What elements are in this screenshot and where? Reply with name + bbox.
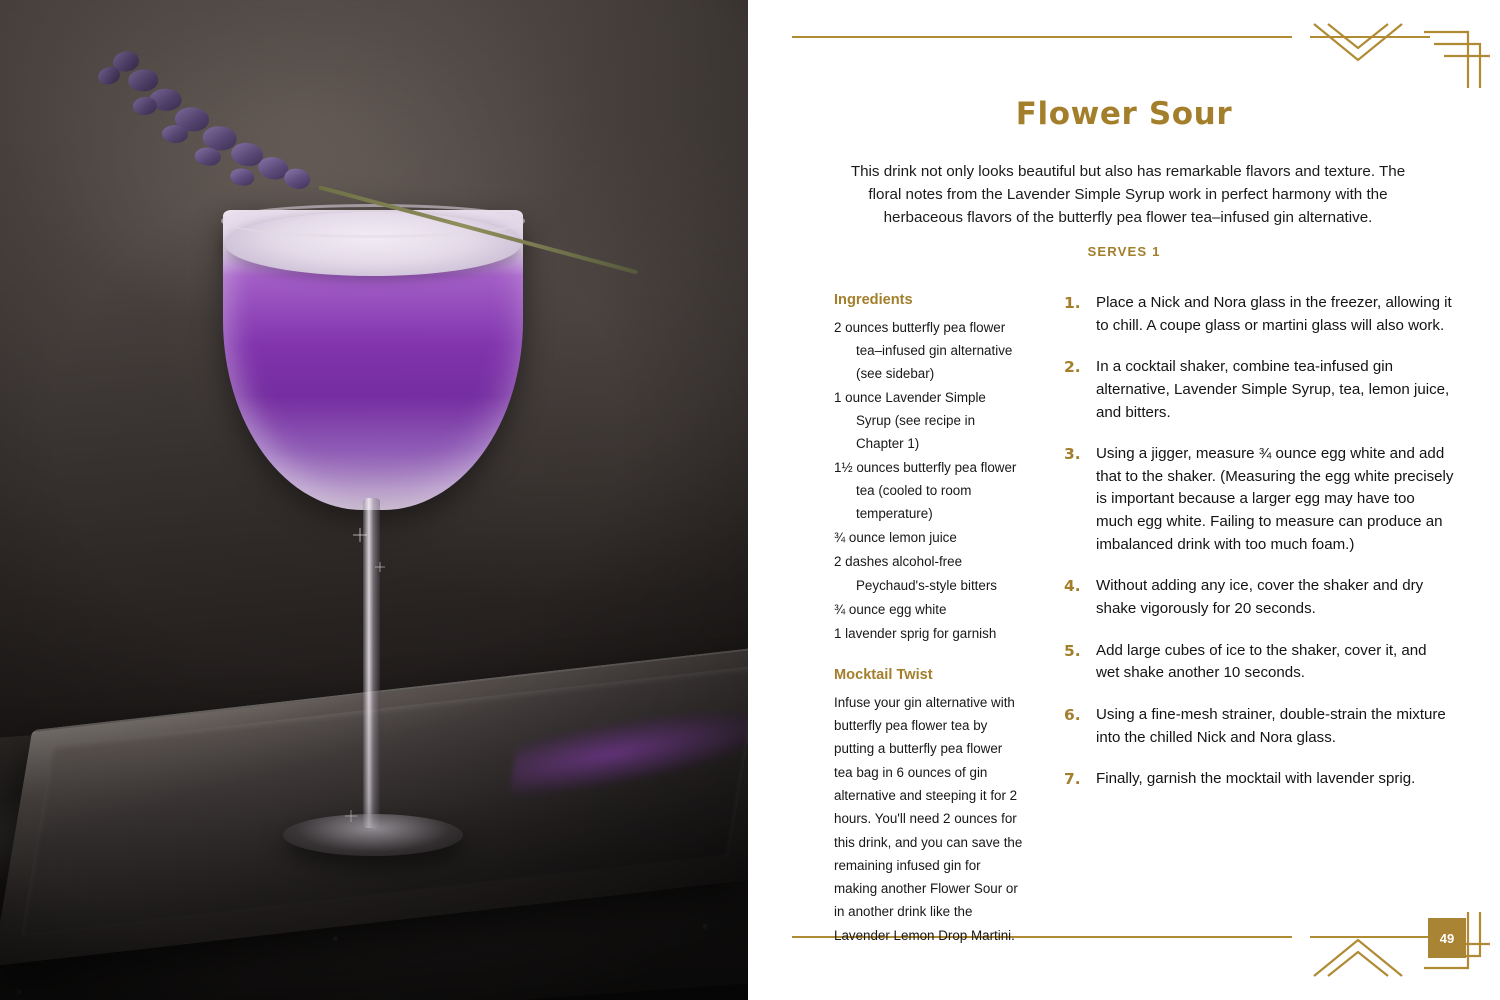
step-text: Without adding any ice, cover the shaker and dry shake vigorously for 20 seconds. <box>1096 577 1424 618</box>
sparkle-icon <box>353 528 367 542</box>
sparkle-icon <box>375 562 385 572</box>
step-number: 1. <box>1064 294 1081 312</box>
ingredients-heading: Ingredients <box>834 292 913 308</box>
step-number: 5. <box>1064 641 1081 660</box>
list-item <box>1064 575 1454 620</box>
step-text: Add large cubes of ice to the shaker, cover it, and wet shake another 10 seconds. <box>1096 641 1427 682</box>
step-number: 7. <box>1064 770 1081 789</box>
lavender-bud <box>132 96 157 115</box>
list-item: 1 ounce Lavender Simple Syrup (see recipe in Chapter 1) <box>834 390 986 452</box>
list-item: 1 lavender sprig for garnish <box>834 625 997 641</box>
list-item <box>1064 768 1454 791</box>
step-text: Using a jigger, measure ¾ ounce egg white and add that to the shaker. (Measuring the egg white precisely is important because a larger egg may have too much egg white. Failing to measure can produce an imbalanced drink with too much foam.) <box>1096 445 1454 553</box>
list-item <box>1064 292 1454 337</box>
ingredients-list <box>834 316 1024 645</box>
mocktail-twist-heading: Mocktail Twist <box>834 666 933 683</box>
recipe-intro: This drink not only looks beautiful but also has remarkable flavors and texture. The floral notes from the Lavender Simple Syrup work in perfect harmony with the herbaceous flavors of the butterfly pea flower tea–infused gin alternative. <box>850 163 1406 227</box>
mocktail-twist-body: Infuse your gin alternative with butterfly pea flower tea by putting a butterfly pea flower tea bag in 6 ounces of gin alternative and steeping it for 2 hours. You'll need 2 ounces for this drink, and you can save the remaining infused gin for making another Flower Sour or in another drink like the Lavender Lemon Drop Martini. <box>834 694 1023 943</box>
step-text: Place a Nick and Nora glass in the freezer, allowing it to chill. A coupe glass or martini glass will also work. <box>1096 294 1452 334</box>
top-left-rule <box>792 36 1292 38</box>
glass-foot <box>283 814 463 856</box>
glass-stem <box>363 498 380 828</box>
step-number: 6. <box>1064 705 1081 724</box>
instructions-column <box>1064 292 1454 920</box>
step-text: Finally, garnish the mocktail with lavender sprig. <box>1096 770 1416 788</box>
sprig-stem <box>318 185 638 274</box>
step-number: 3. <box>1064 445 1081 464</box>
recipe-page <box>748 0 1500 1000</box>
list-item <box>1064 443 1454 556</box>
cocktail-glass <box>205 210 535 890</box>
lavender-bud <box>229 167 256 188</box>
list-item: ¾ ounce egg white <box>834 601 947 617</box>
page-title: Flower Sour <box>1015 96 1233 132</box>
list-item <box>1064 704 1454 749</box>
list-item: ¾ ounce lemon juice <box>834 530 957 546</box>
list-item <box>1064 356 1454 424</box>
step-number: 2. <box>1064 358 1081 377</box>
serves-label: SERVES 1 <box>1087 244 1161 259</box>
step-text: In a cocktail shaker, combine tea-infused gin alternative, Lavender Simple Syrup, tea, lemon juice, and bitters. <box>1096 358 1450 421</box>
lavender-bud <box>128 69 158 92</box>
list-item: 1½ ounces butterfly pea flower tea (cooled to room temperature) <box>834 460 1017 522</box>
step-text: Using a fine-mesh strainer, double-strain the mixture into the chilled Nick and Nora glass. <box>1096 705 1446 746</box>
lavender-bud <box>161 124 188 143</box>
ingredients-column <box>834 292 1024 943</box>
top-chevron-ornament <box>1308 20 1408 66</box>
sparkle-icon <box>345 810 357 822</box>
instructions-list <box>1064 292 1454 791</box>
list-item: 2 ounces butterfly pea flower tea–infused gin alternative (see sidebar) <box>834 320 1013 382</box>
top-right-corner-ornament <box>1424 14 1490 88</box>
list-item: 2 dashes alcohol-free Peychaud's-style bitters <box>834 554 997 593</box>
list-item <box>1064 640 1454 685</box>
recipe-photo <box>0 0 748 1000</box>
step-number: 4. <box>1064 577 1081 596</box>
page-number: 49 <box>1428 918 1466 958</box>
bottom-chevron-ornament <box>1308 934 1408 980</box>
